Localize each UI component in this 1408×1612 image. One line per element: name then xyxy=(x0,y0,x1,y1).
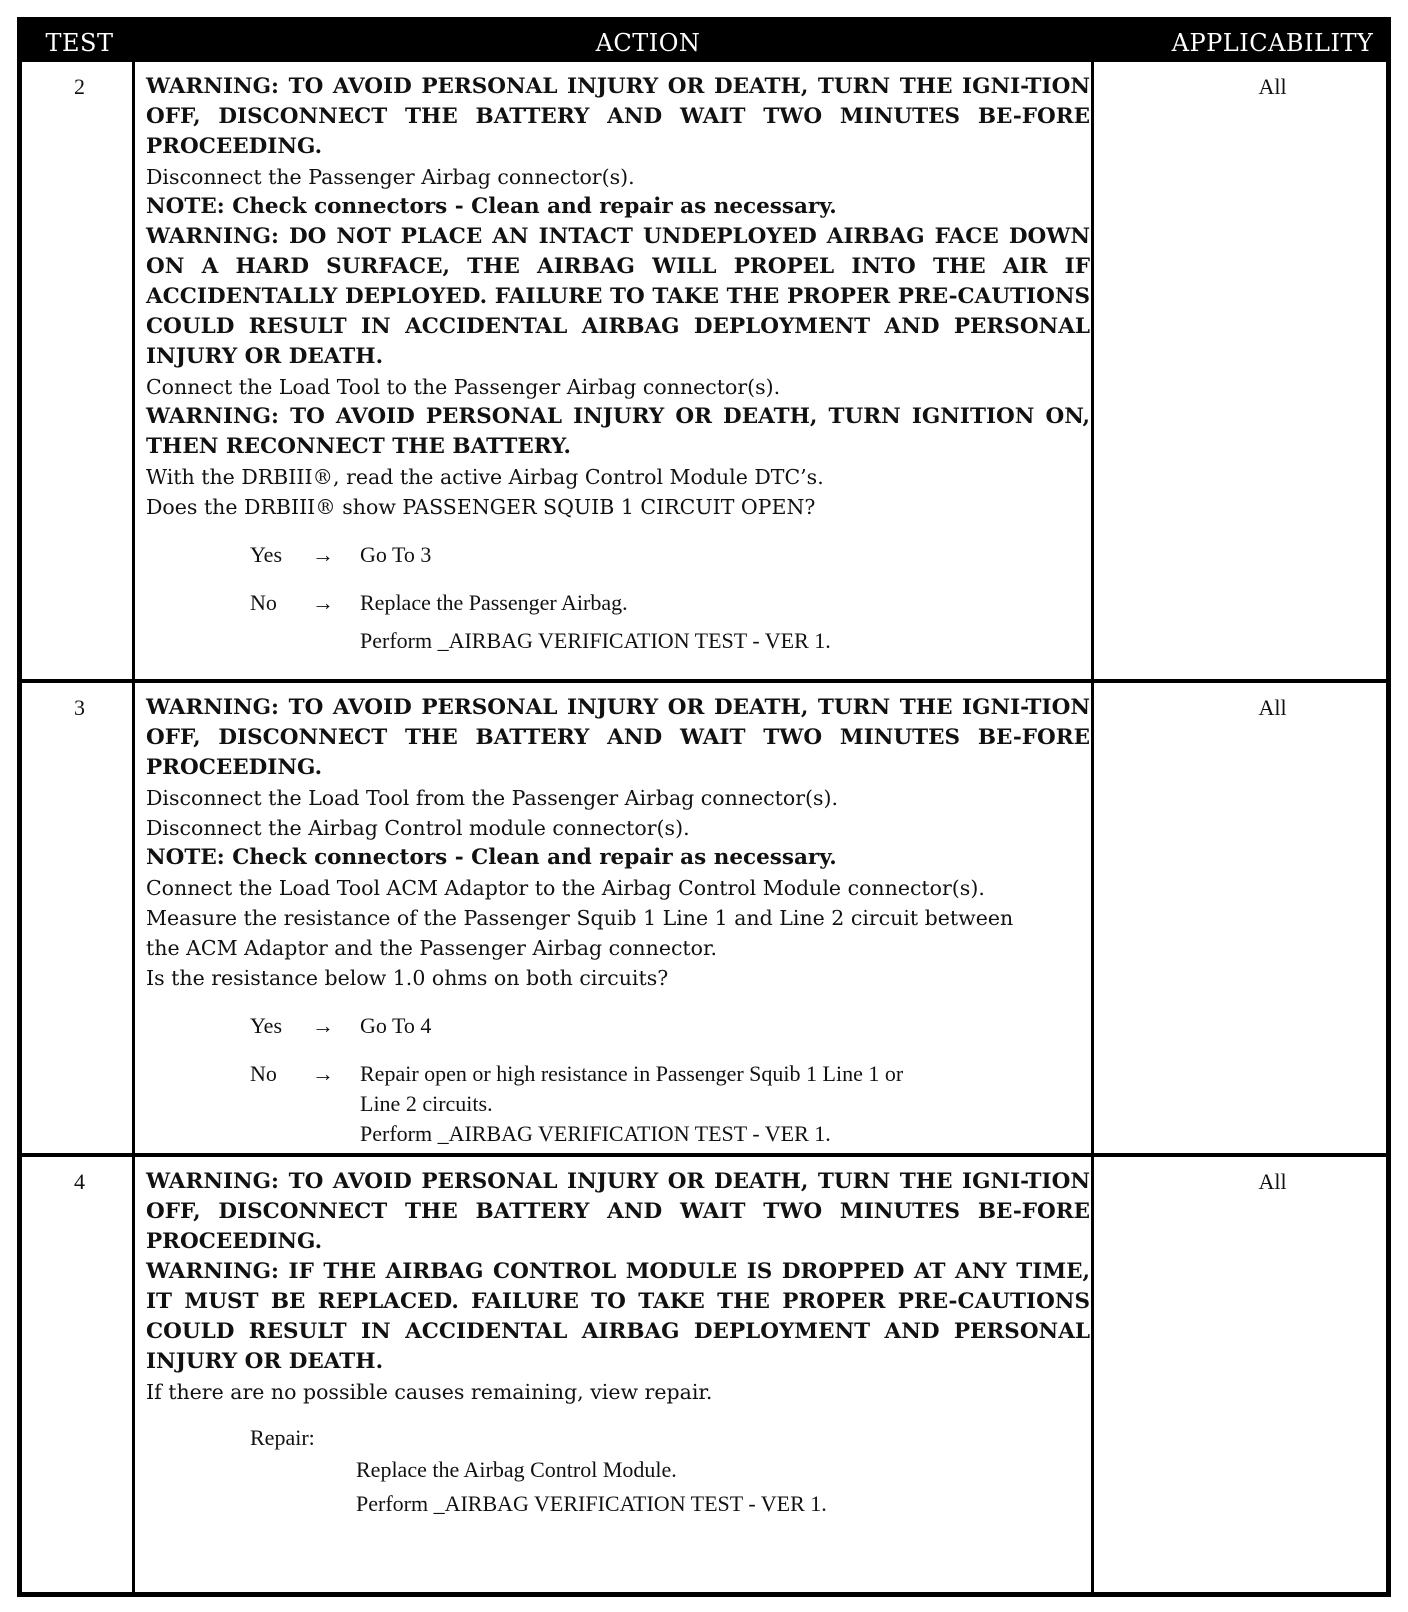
outcome-result: Replace the Passenger Airbag. xyxy=(360,590,628,615)
outcome-label: Yes xyxy=(250,1013,283,1038)
outcome-no xyxy=(146,588,1090,656)
test-number: 2 xyxy=(74,74,85,99)
arrow-right-icon: → xyxy=(312,1061,334,1086)
warning-text: WARNING: TO AVOID PERSONAL INJURY OR DEATH, TURN THE IGNI-TION OFF, DISCONNECT THE BATTERY AND WAIT TWO MINUTES BE-FORE PROCEEDING. xyxy=(146,74,1090,159)
question-text: Is the resistance below 1.0 ohms on both circuits? xyxy=(146,966,669,990)
repair-step: Perform _AIRBAG VERIFICATION TEST - VER 1. xyxy=(356,1491,827,1516)
note-text: NOTE: Check connectors - Clean and repair as necessary. xyxy=(146,194,837,219)
arrow-right-icon: → xyxy=(312,590,334,615)
step-text: the ACM Adaptor and the Passenger Airbag connector. xyxy=(146,936,718,960)
column-header-test: TEST xyxy=(45,29,114,57)
table-header xyxy=(22,22,1386,62)
repair-block xyxy=(146,1423,1090,1519)
outcome-result: Line 2 circuits. xyxy=(360,1091,493,1116)
step-text: Measure the resistance of the Passenger Squib 1 Line 1 and Line 2 circuit between xyxy=(146,906,1014,930)
outcome-label: No xyxy=(250,590,277,615)
outcome-result: Go To 4 xyxy=(360,1013,432,1038)
step-text: If there are no possible causes remaining, view repair. xyxy=(146,1380,713,1404)
outcome-result: Perform _AIRBAG VERIFICATION TEST - VER 1. xyxy=(360,1121,831,1146)
warning-text: WARNING: DO NOT PLACE AN INTACT UNDEPLOYED AIRBAG FACE DOWN ON A HARD SURFACE, THE AIRBAG WILL PROPEL INTO THE AIR IF ACCIDENTALLY DEPLOYED. FAILURE TO TAKE THE PROPER PRE-CAUTIONS COULD RESULT IN ACCIDENTAL AIRBAG DEPLOYMENT AND PERSONAL INJURY OR DEATH. xyxy=(146,224,1090,369)
outcome-result: Perform _AIRBAG VERIFICATION TEST - VER 1. xyxy=(360,628,831,653)
column-header-applicability: APPLICABILITY xyxy=(1171,29,1374,57)
warning-text: WARNING: IF THE AIRBAG CONTROL MODULE IS DROPPED AT ANY TIME, IT MUST BE REPLACED. FAILURE TO TAKE THE PROPER PRE-CAUTIONS COULD RESULT IN ACCIDENTAL AIRBAG DEPLOYMENT AND PERSONAL INJURY OR DEATH. xyxy=(146,1259,1090,1374)
table-row-test-3 xyxy=(22,683,1386,1153)
warning-text: WARNING: TO AVOID PERSONAL INJURY OR DEATH, TURN THE IGNI-TION OFF, DISCONNECT THE BATTERY AND WAIT TWO MINUTES BE-FORE PROCEEDING. xyxy=(146,1169,1090,1254)
test-number: 3 xyxy=(74,695,85,720)
note-text: NOTE: Check connectors - Clean and repair as necessary. xyxy=(146,845,837,870)
step-text: Disconnect the Load Tool from the Passenger Airbag connector(s). xyxy=(146,786,839,810)
outcome-result: Go To 3 xyxy=(360,542,432,567)
step-text: Disconnect the Passenger Airbag connector(s). xyxy=(146,165,635,189)
outcome-label: No xyxy=(250,1061,277,1086)
arrow-right-icon: → xyxy=(312,1013,334,1038)
applicability-value: All xyxy=(1258,1169,1287,1194)
outcome-yes xyxy=(146,1011,1090,1041)
step-text: Disconnect the Airbag Control module connector(s). xyxy=(146,816,690,840)
action-cell xyxy=(146,72,1090,656)
diagnostic-test-table xyxy=(17,17,1391,1597)
repair-label: Repair: xyxy=(250,1425,315,1450)
question-text: Does the DRBIII® show PASSENGER SQUIB 1 CIRCUIT OPEN? xyxy=(146,495,816,519)
outcome-no xyxy=(146,1059,1090,1149)
table-row-test-4 xyxy=(22,1157,1386,1592)
step-text: Connect the Load Tool to the Passenger Airbag connector(s). xyxy=(146,375,781,399)
action-cell xyxy=(146,693,1090,1149)
table-row-test-2 xyxy=(22,62,1386,679)
warning-text: WARNING: TO AVOID PERSONAL INJURY OR DEATH, TURN IGNITION ON, THEN RECONNECT THE BATTERY. xyxy=(146,404,1090,459)
applicability-value: All xyxy=(1258,695,1287,720)
action-cell xyxy=(146,1167,1090,1519)
column-header-action: ACTION xyxy=(595,29,701,57)
arrow-right-icon: → xyxy=(312,542,334,567)
step-text: Connect the Load Tool ACM Adaptor to the Airbag Control Module connector(s). xyxy=(146,876,985,900)
test-number: 4 xyxy=(74,1169,85,1194)
outcome-yes xyxy=(146,540,1090,570)
repair-step: Replace the Airbag Control Module. xyxy=(356,1457,677,1482)
warning-text: WARNING: TO AVOID PERSONAL INJURY OR DEATH, TURN THE IGNI-TION OFF, DISCONNECT THE BATTERY AND WAIT TWO MINUTES BE-FORE PROCEEDING. xyxy=(146,695,1090,780)
step-text: With the DRBIII®, read the active Airbag Control Module DTC’s. xyxy=(146,465,824,489)
applicability-value: All xyxy=(1258,74,1287,99)
outcome-result: Repair open or high resistance in Passenger Squib 1 Line 1 or xyxy=(360,1061,904,1086)
outcome-label: Yes xyxy=(250,542,283,567)
